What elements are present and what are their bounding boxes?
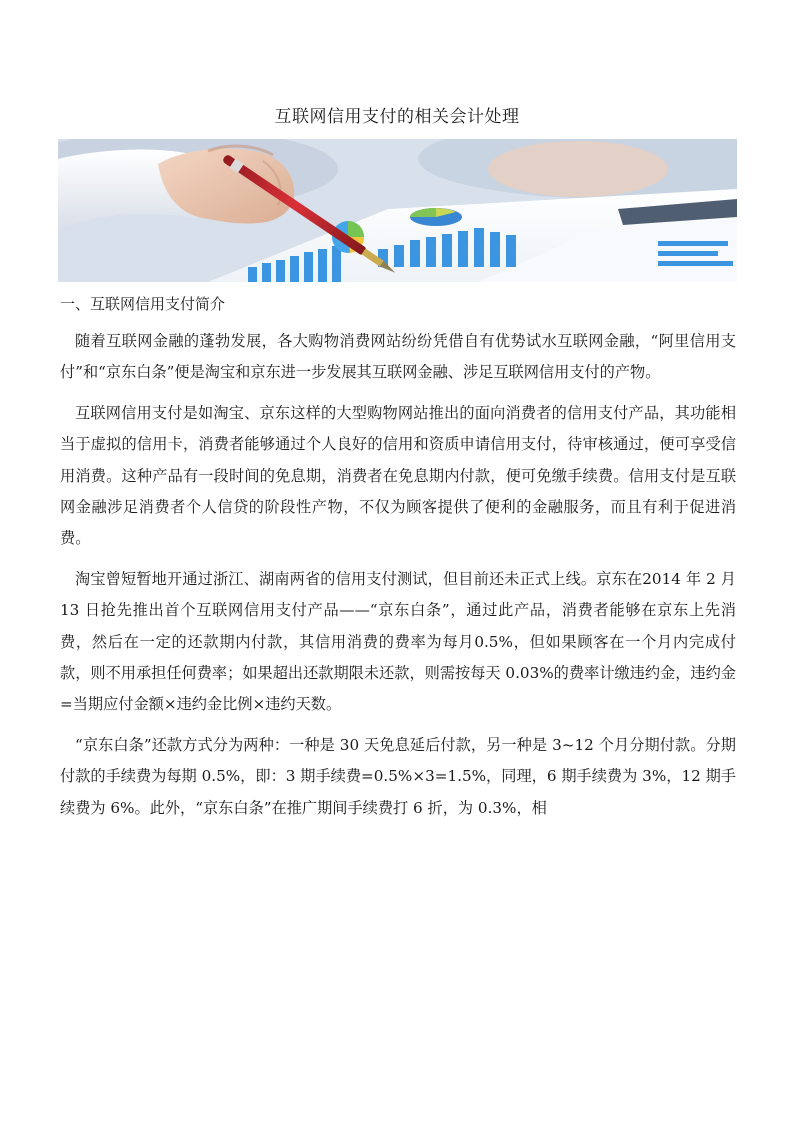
paragraph-1: 随着互联网金融的蓬勃发展，各大购物消费网站纷纷凭借自有优势试水互联网金融，“阿里信用支付”和“京东白条”便是淘宝和京东进一步发展其互联网金融、涉足互联网信用支付的产物。 — [60, 332, 736, 382]
section-heading: 一、互联网信用支付简介 — [60, 295, 226, 313]
banner-image — [58, 139, 737, 282]
paragraph-3: 淘宝曾短暂地开通过浙江、湖南两省的信用支付测试，但目前还未正式上线。京东在2014 年 2 月 13 日抢先推出首个互联网信用支付产品——“京东白条”，通过此产品，消费者能够在京东上先消费，然后在一定的还款期内付款，其信用消费的费率为每月0.5%，但如果顾客在一个月内完成付款，则不用承担任何费率；如果超出还款期限未还款，则需按每天 0.03%的费率计缴违约金，违约金=当期应付金额×违约金比例×违约天数。 — [60, 569, 736, 714]
paragraph-2: 互联网信用支付是如淘宝、京东这样的大型购物网站推出的面向消费者的信用支付产品，其功能相当于虚拟的信用卡，消费者能够通过个人良好的信用和资质申请信用支付，待审核通过，便可享受信用消费。这种产品有一段时间的免息期，消费者在免息期内付款，便可免缴手续费。信用支付是互联网金融涉足消费者个人信贷的阶段性产物，不仅为顾客提供了便利的金融服务，而且有利于促进消费。 — [60, 403, 736, 548]
page-title: 互联网信用支付的相关会计处理 — [274, 107, 520, 127]
paragraph-4: “京东白条”还款方式分为两种：一种是 30 天免息延后付款，另一种是 3~12 个月分期付款。分期付款的手续费为每期 0.5%，即：3 期手续费=0.5%×3=1.5%，同理，6 期手续费为 3%，12 期手续费为 6%。此外，“京东白条”在推广期间手续费打 6 折，为 0.3%，相 — [60, 735, 736, 817]
body-text — [60, 326, 736, 833]
